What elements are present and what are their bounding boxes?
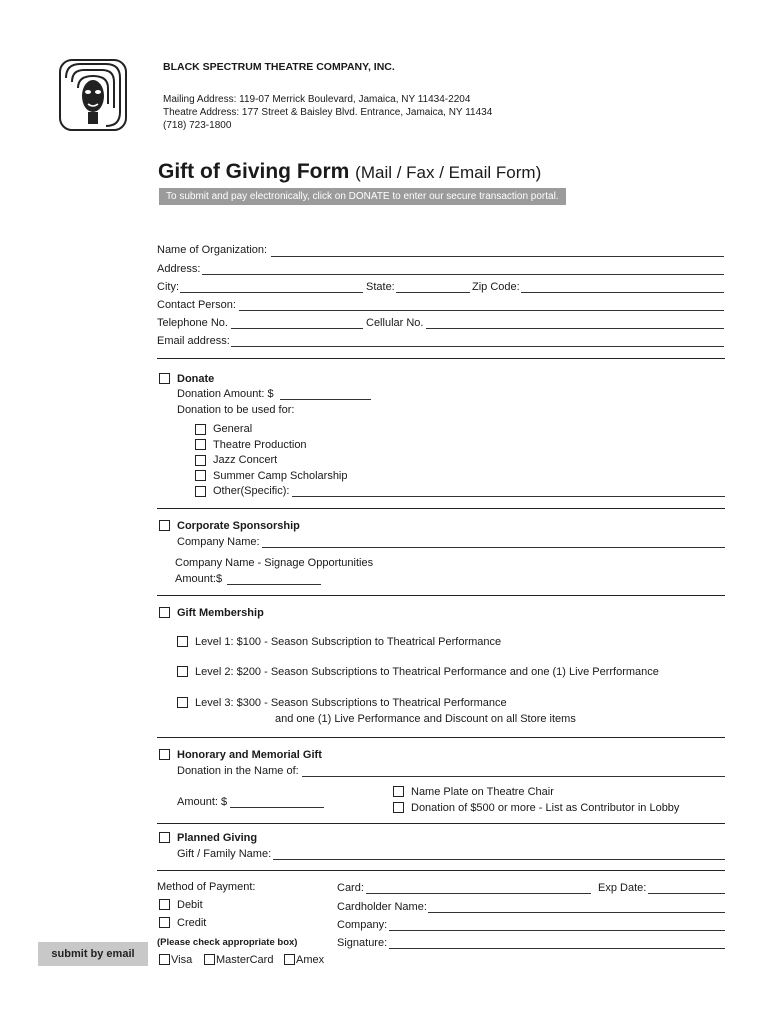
contact-person-field[interactable]	[239, 310, 724, 311]
company-name-label: Company Name:	[177, 536, 260, 548]
company-label: Company:	[337, 919, 388, 931]
signage-label: Company Name - Signage Opportunities	[175, 557, 374, 569]
section-divider	[157, 870, 725, 871]
donation-amount-field[interactable]	[280, 399, 371, 400]
submit-by-email-button[interactable]: submit by email	[38, 942, 148, 966]
general-label: General	[213, 423, 253, 435]
level2-label: Level 2: $200 - Season Subscriptions to Theatrical Performance and one (1) Live Perrformance	[195, 666, 659, 678]
theatre-production-checkbox[interactable]	[195, 439, 206, 450]
mailing-address: Mailing Address: 119-07 Merrick Boulevard, Jamaica, NY 11434-2204	[163, 94, 471, 105]
payment-method-label: Method of Payment:	[157, 881, 256, 893]
family-name-field[interactable]	[273, 859, 725, 860]
zip-label: Zip Code:	[472, 281, 520, 293]
address-field[interactable]	[202, 274, 724, 275]
card-field[interactable]	[366, 893, 591, 894]
org-name-label: Name of Organization:	[157, 244, 268, 256]
honorary-amount-field[interactable]	[230, 807, 324, 808]
theatre-mask-logo-icon	[58, 58, 128, 132]
credit-checkbox[interactable]	[159, 917, 170, 928]
planned-heading: Planned Giving	[177, 832, 258, 844]
nameplate-label: Name Plate on Theatre Chair	[411, 786, 554, 798]
visa-checkbox[interactable]	[159, 954, 170, 965]
company-name-field[interactable]	[262, 547, 725, 548]
summer-camp-checkbox[interactable]	[195, 470, 206, 481]
amex-checkbox[interactable]	[284, 954, 295, 965]
cardholder-field[interactable]	[428, 912, 725, 913]
cellular-label: Cellular No.	[366, 317, 424, 329]
telephone-field[interactable]	[231, 328, 363, 329]
check-box-note: (Please check appropriate box)	[157, 937, 298, 948]
other-field[interactable]	[292, 496, 725, 497]
debit-label: Debit	[177, 899, 203, 911]
cellular-field[interactable]	[426, 328, 724, 329]
corporate-heading: Corporate Sponsorship	[177, 520, 300, 532]
membership-heading: Gift Membership	[177, 607, 264, 619]
level1-label: Level 1: $100 - Season Subscription to Theatrical Performance	[195, 636, 502, 648]
section-divider	[157, 508, 725, 509]
general-checkbox[interactable]	[195, 424, 206, 435]
contributor-checkbox[interactable]	[393, 802, 404, 813]
mastercard-checkbox[interactable]	[204, 954, 215, 965]
exp-date-label: Exp Date:	[598, 882, 647, 894]
corporate-amount-label: Amount:$	[175, 573, 223, 585]
corporate-checkbox[interactable]	[159, 520, 170, 531]
company-field[interactable]	[389, 930, 725, 931]
corporate-amount-field[interactable]	[227, 584, 321, 585]
contributor-label: Donation of $500 or more - List as Contributor in Lobby	[411, 802, 680, 814]
phone-number: (718) 723-1800	[163, 120, 232, 131]
state-label: State:	[366, 281, 395, 293]
other-label: Other(Specific):	[213, 485, 290, 497]
donate-heading: Donate	[177, 373, 215, 385]
jazz-concert-checkbox[interactable]	[195, 455, 206, 466]
level3-checkbox[interactable]	[177, 697, 188, 708]
telephone-label: Telephone No.	[157, 317, 228, 329]
credit-label: Credit	[177, 917, 207, 929]
nameplate-checkbox[interactable]	[393, 786, 404, 797]
level3-continuation: and one (1) Live Performance and Discount on all Store items	[275, 713, 576, 725]
level3-label: Level 3: $300 - Season Subscriptions to Theatrical Performance	[195, 697, 507, 709]
email-field[interactable]	[231, 346, 724, 347]
theatre-address: Theatre Address: 177 Street & Baisley Blvd. Entrance, Jamaica, NY 11434	[163, 107, 493, 118]
donate-checkbox[interactable]	[159, 373, 170, 384]
level2-checkbox[interactable]	[177, 666, 188, 677]
section-divider	[157, 595, 725, 596]
family-name-label: Gift / Family Name:	[177, 848, 272, 860]
email-label: Email address:	[157, 335, 230, 347]
cardholder-label: Cardholder Name:	[337, 901, 427, 913]
signature-field[interactable]	[389, 948, 725, 949]
instruction-banner: To submit and pay electronically, click on DONATE to enter our secure transaction portal.	[159, 188, 566, 205]
theatre-production-label: Theatre Production	[213, 439, 307, 451]
donation-used-for-label: Donation to be used for:	[177, 404, 295, 416]
zip-field[interactable]	[521, 292, 724, 293]
visa-label: Visa	[171, 954, 193, 966]
city-field[interactable]	[180, 292, 363, 293]
state-field[interactable]	[396, 292, 470, 293]
section-divider	[157, 823, 725, 824]
summer-camp-label: Summer Camp Scholarship	[213, 470, 348, 482]
donation-amount-label: Donation Amount: $	[177, 388, 274, 400]
contact-person-label: Contact Person:	[157, 299, 236, 311]
signature-label: Signature:	[337, 937, 388, 949]
planned-checkbox[interactable]	[159, 832, 170, 843]
donation-name-field[interactable]	[302, 776, 725, 777]
form-subtitle: (Mail / Fax / Email Form)	[355, 163, 542, 182]
mastercard-label: MasterCard	[216, 954, 274, 966]
debit-checkbox[interactable]	[159, 899, 170, 910]
org-name-field[interactable]	[271, 256, 724, 257]
membership-checkbox[interactable]	[159, 607, 170, 618]
card-label: Card:	[337, 882, 364, 894]
organization-name: BLACK SPECTRUM THEATRE COMPANY, INC.	[163, 61, 395, 73]
honorary-amount-label: Amount: $	[177, 796, 228, 808]
section-divider	[157, 358, 725, 359]
section-divider	[157, 737, 725, 738]
city-label: City:	[157, 281, 179, 293]
honorary-checkbox[interactable]	[159, 749, 170, 760]
jazz-concert-label: Jazz Concert	[213, 454, 278, 466]
address-label: Address:	[157, 263, 201, 275]
exp-date-field[interactable]	[648, 893, 725, 894]
donation-name-label: Donation in the Name of:	[177, 765, 299, 777]
form-title: Gift of Giving Form (Mail / Fax / Email Form)	[158, 160, 542, 183]
level1-checkbox[interactable]	[177, 636, 188, 647]
honorary-heading: Honorary and Memorial Gift	[177, 749, 322, 761]
amex-label: Amex	[296, 954, 325, 966]
other-checkbox[interactable]	[195, 486, 206, 497]
